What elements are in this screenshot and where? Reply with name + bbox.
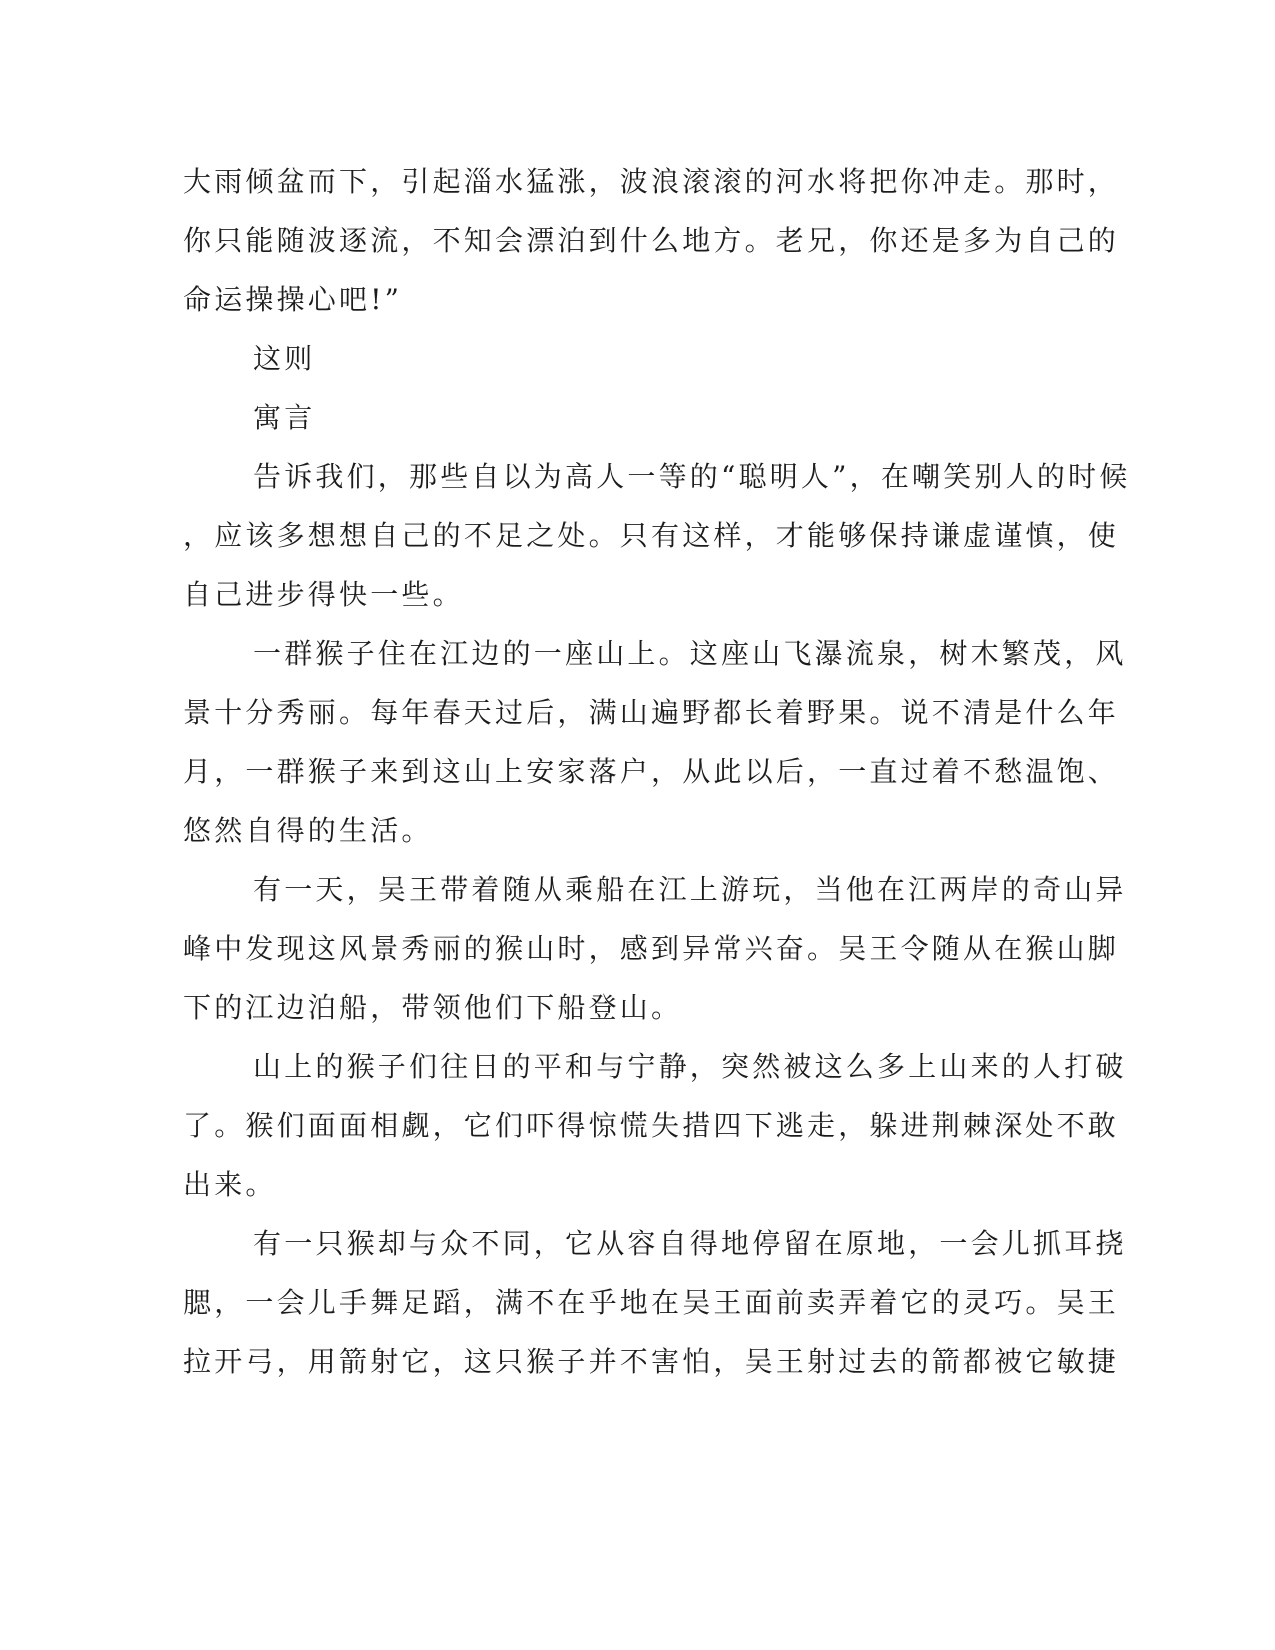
text-line: 峰中发现这风景秀丽的猴山时，感到异常兴奋。吴王令随从在猴山脚 <box>183 932 1120 965</box>
text-line: 自己进步得快一些。 <box>183 578 464 611</box>
text-line: 山上的猴子们往日的平和与宁静，突然被这么多上山来的人打破 <box>253 1050 1127 1083</box>
text-line: 景十分秀丽。每年春天过后，满山遍野都长着野果。说不清是什么年 <box>183 696 1120 729</box>
text-line: 出来。 <box>183 1168 277 1201</box>
text-line: ，应该多想想自己的不足之处。只有这样，才能够保持谦虚谨慎，使 <box>183 519 1120 552</box>
document-body <box>183 152 1131 1391</box>
text-line: 大雨倾盆而下，引起淄水猛涨，波浪滚滚的河水将把你冲走。那时， <box>183 165 1120 198</box>
text-line: 一群猴子住在江边的一座山上。这座山飞瀑流泉，树木繁茂，风 <box>253 637 1127 670</box>
text-line: 告诉我们，那些自以为高人一等的“聪明人”，在嘲笑别人的时候 <box>253 460 1131 493</box>
text-line: 你只能随波逐流，不知会漂泊到什么地方。老兄，你还是多为自己的 <box>183 224 1120 257</box>
text-line: 月，一群猴子来到这山上安家落户，从此以后，一直过着不愁温饱、 <box>183 755 1120 788</box>
text-line: 这则 <box>253 342 316 375</box>
text-line: 有一天，吴王带着随从乘船在江上游玩，当他在江两岸的奇山异 <box>253 873 1127 906</box>
text-line: 命运操操心吧!” <box>183 283 403 316</box>
text-line: 寓言 <box>253 401 316 434</box>
text-line: 悠然自得的生活。 <box>183 814 433 847</box>
text-line: 下的江边泊船，带领他们下船登山。 <box>183 991 683 1024</box>
text-line: 有一只猴却与众不同，它从容自得地停留在原地，一会儿抓耳挠 <box>253 1227 1127 1260</box>
text-line: 了。猴们面面相觑，它们吓得惊慌失措四下逃走，躲进荆棘深处不敢 <box>183 1109 1120 1142</box>
text-line: 腮，一会儿手舞足蹈，满不在乎地在吴王面前卖弄着它的灵巧。吴王 <box>183 1286 1120 1319</box>
text-line: 拉开弓，用箭射它，这只猴子并不害怕，吴王射过去的箭都被它敏捷 <box>183 1345 1120 1378</box>
